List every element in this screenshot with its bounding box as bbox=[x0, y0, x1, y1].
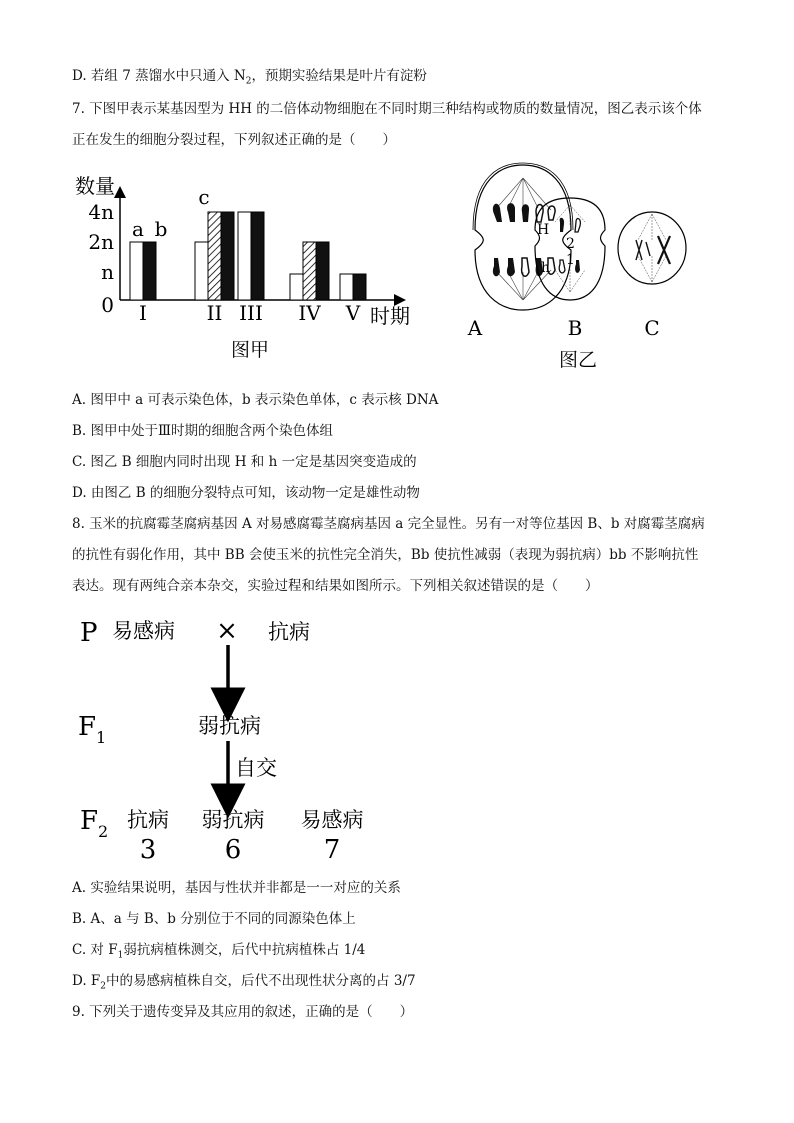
p-parent1: 易感病 bbox=[112, 619, 175, 643]
bar-c-period-III bbox=[251, 212, 264, 300]
bar-a-period-III bbox=[238, 212, 251, 300]
q8-option-a: A. 实验结果说明，基因与性状并非都是一一对应的关系 bbox=[72, 880, 401, 896]
bar-c-period-IV bbox=[316, 242, 329, 300]
cell-a bbox=[473, 163, 573, 310]
q8-stem-line2: 的抗性有弱化作用，其中 BB 会使玉米的抗性完全消失，Bb 使抗性减弱（表现为弱抗病）bb 不影响抗性 bbox=[72, 547, 699, 563]
bar-a-period-I bbox=[130, 242, 143, 300]
gene-label-h: h bbox=[541, 260, 551, 276]
q9-stem: 9. 下列关于遗传变异及其应用的叙述，正确的是（ ） bbox=[72, 1004, 414, 1020]
period-label-IV: IV bbox=[298, 301, 321, 325]
cell-c bbox=[618, 212, 686, 284]
bar-label-a: a bbox=[132, 217, 144, 241]
q7-option-a: A. 图甲中 a 可表示染色体，b 表示染色单体，c 表示核 DNA bbox=[72, 392, 439, 408]
cell-label-A: A bbox=[467, 316, 483, 340]
y-tick-n: n bbox=[101, 260, 114, 284]
q8-stem-line1: 8. 玉米的抗腐霉茎腐病基因 A 对易感腐霉茎腐病基因 a 完全显性。另有一对等位基因 B、b 对腐霉茎腐病 bbox=[72, 516, 705, 532]
bar-b-period-IV bbox=[303, 242, 316, 300]
f2-ratio-susceptible: 7 bbox=[323, 835, 341, 865]
period-label-I: I bbox=[139, 301, 147, 325]
y-tick-0: 0 bbox=[101, 293, 114, 317]
f1-phenotype: 弱抗病 bbox=[198, 714, 261, 738]
q8-option-d: D. $F_2$中的易感病植株自交，后代不出现性状分离的占 3/7 bbox=[72, 973, 416, 992]
q6-option-d: D. 若组 7 蒸馏水中只通入 $N_2$，预期实验结果是叶片有淀粉 bbox=[72, 68, 427, 87]
figure-yi-caption: 图乙 bbox=[558, 349, 598, 371]
f2-phenotype-susceptible: 易感病 bbox=[300, 808, 364, 832]
cross-symbol: × bbox=[216, 616, 238, 646]
period-label-II: II bbox=[206, 301, 223, 325]
y-tick-2n: 2n bbox=[88, 230, 114, 254]
gene-label-H: H bbox=[537, 222, 550, 238]
cell-label-B: B bbox=[567, 316, 583, 340]
bar-a-period-II bbox=[195, 242, 208, 300]
x-axis-title: 时期 bbox=[370, 304, 410, 328]
period-label-III: III bbox=[239, 301, 263, 325]
bar-c-period-I bbox=[143, 242, 156, 300]
p-parent2: 抗病 bbox=[268, 620, 310, 644]
bar-b-period-II bbox=[208, 212, 221, 300]
p-label: P bbox=[80, 618, 98, 648]
q8-stem-line3: 表达。现有两纯合亲本杂交，实验过程和结果如图所示。下列相关叙述错误的是（ ） bbox=[72, 578, 599, 594]
bar-label-b: b bbox=[154, 217, 168, 241]
bar-c-period-V bbox=[353, 274, 366, 300]
q7-stem-line1: 7. 下图甲表示某基因型为 HH 的二倍体动物细胞在不同时期三种结构或物质的数量情况，图乙表示该个体 bbox=[72, 101, 702, 117]
f2-ratio-weak: 6 bbox=[224, 835, 242, 865]
figure-yi bbox=[420, 160, 700, 375]
f1-label: $F_1$ bbox=[78, 712, 107, 747]
q7-option-b: B. 图甲中处于Ⅲ时期的细胞含两个染色体组 bbox=[72, 423, 334, 439]
bar-c-period-II bbox=[221, 212, 234, 300]
figure-jia bbox=[70, 168, 420, 368]
period-label-V: V bbox=[345, 301, 361, 325]
f2-phenotype-weak: 弱抗病 bbox=[201, 808, 265, 832]
bar-a-period-V bbox=[340, 274, 353, 300]
chromosome-label-2: 2 bbox=[566, 236, 575, 252]
cross-diagram bbox=[70, 605, 390, 870]
bar-a-period-IV bbox=[290, 274, 303, 300]
y-tick-4n: 4n bbox=[88, 200, 114, 224]
f2-phenotype-resistant: 抗病 bbox=[127, 808, 169, 832]
f2-ratio-resistant: 3 bbox=[139, 835, 157, 865]
q7-option-d: D. 由图乙 B 的细胞分裂特点可知，该动物一定是雄性动物 bbox=[72, 485, 420, 501]
q8-option-c: C. 对 $F_1$弱抗病植株测交，后代中抗病植株占 1/4 bbox=[72, 942, 366, 961]
f2-label: $F_2$ bbox=[80, 806, 109, 841]
cell-label-C: C bbox=[644, 316, 660, 340]
figure-jia-caption: 图甲 bbox=[230, 339, 270, 361]
selfing-label: 自交 bbox=[235, 756, 277, 780]
q7-option-c: C. 图乙 B 细胞内同时出现 H 和 h 一定是基因突变造成的 bbox=[72, 454, 417, 470]
y-axis-title: 数量 bbox=[75, 174, 115, 198]
q7-stem-line2: 正在发生的细胞分裂过程，下列叙述正确的是（ ） bbox=[72, 132, 396, 148]
chromosome-label-1: 1 bbox=[566, 252, 575, 268]
q8-option-b: B. A、a 与 B、b 分别位于不同的同源染色体上 bbox=[72, 911, 356, 927]
bar-label-c: c bbox=[198, 185, 210, 209]
